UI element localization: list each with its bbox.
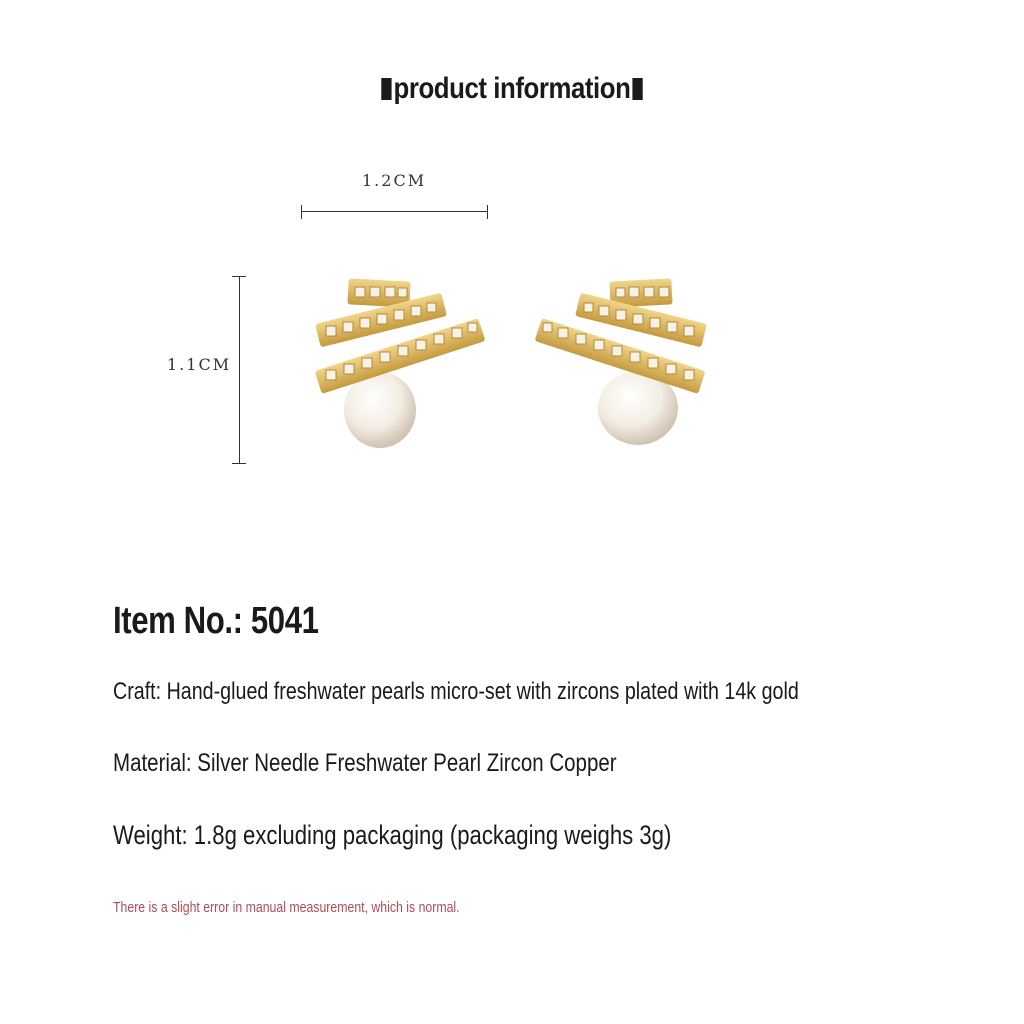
height-dimension-cap-top — [232, 276, 246, 277]
bracket-right-icon — [632, 78, 642, 100]
height-dimension-label: 1.1CM — [167, 355, 232, 374]
weight-line: Weight: 1.8g excluding packaging (packaging weighs 3g) — [113, 820, 672, 850]
earrings-product-image — [300, 270, 720, 460]
width-dimension-label: 1.2CM — [362, 171, 427, 190]
craft-line: Craft: Hand-glued freshwater pearls micro-set with zircons plated with 14k gold — [113, 678, 799, 705]
height-dimension-cap-bottom — [232, 463, 246, 464]
width-dimension-line — [302, 211, 488, 212]
page-title — [72, 72, 953, 106]
right-earring — [535, 278, 707, 445]
bracket-left-icon — [381, 78, 391, 100]
width-dimension-cap-left — [301, 205, 302, 219]
item-number: Item No.: 5041 — [113, 600, 319, 642]
material-line: Material: Silver Needle Freshwater Pearl Zircon Copper — [113, 749, 617, 777]
left-pearl — [344, 372, 416, 448]
measurement-note: There is a slight error in manual measurement, which is normal. — [113, 899, 460, 916]
page-title-text: product information — [393, 72, 631, 105]
left-earring — [315, 278, 486, 448]
width-dimension-cap-right — [487, 205, 488, 219]
height-dimension-line — [239, 276, 240, 464]
